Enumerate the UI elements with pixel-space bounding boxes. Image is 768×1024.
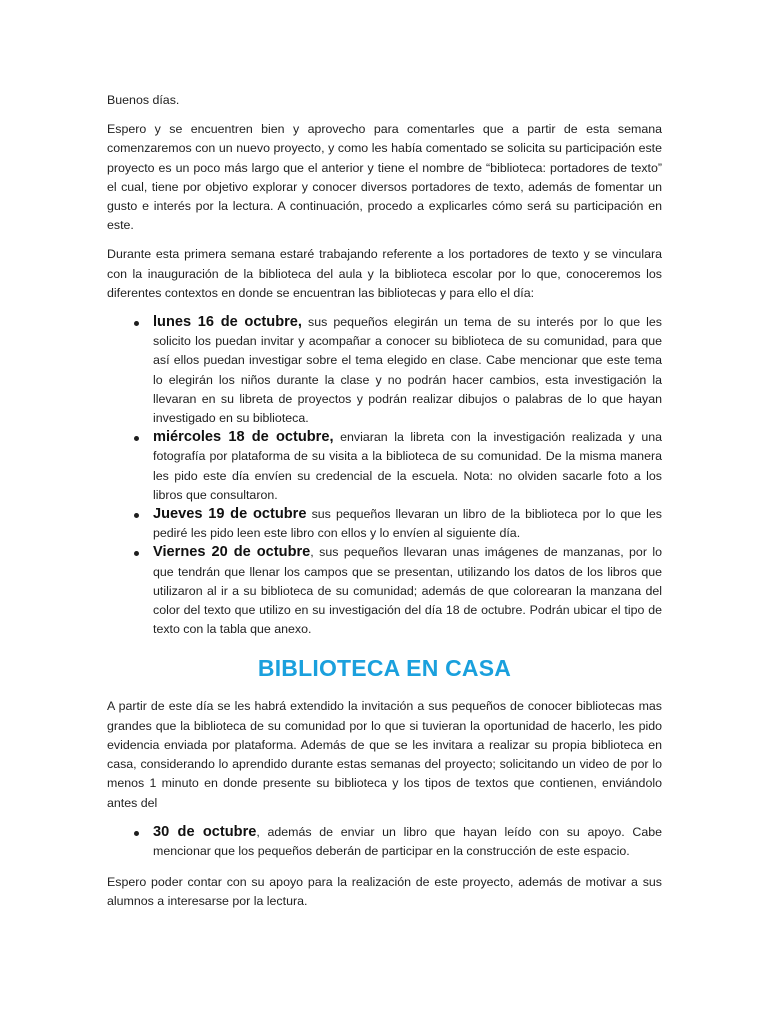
schedule-item — [107, 543, 662, 639]
schedule-item — [107, 313, 662, 428]
week-paragraph: Durante esta primera semana estaré trabajando referente a los portadores de texto y se vinculara con la inauguración de la biblioteca del aula y la biblioteca escolar por lo que, conoceremos los diferentes contextos en donde se encuentran las bibliotecas y para ello el día: — [107, 247, 662, 300]
schedule-date: Jueves 19 de octubre — [153, 506, 307, 523]
schedule-text: , sus pequeños llevaran unas imágenes de manzanas, por lo que tendrán que llenar los campos que se presentan, utilizando los datos de los libros que utilizaron al ir a su biblioteca de su comunidad; además de que colorearan la manzana del color del texto que utilizo en su investigación del día 18 de octubre. Podrán ubicar el tipo de texto con la tabla que anexo. — [153, 545, 662, 637]
greeting: Buenos días. — [107, 93, 180, 107]
home-paragraph: A partir de este día se les habrá extendido la invitación a sus pequeños de conocer bibliotecas mas grandes que la biblioteca de su comunidad por lo que si tuvieran la oportunidad de hacerlo, les pido evidencia enviada por plataforma. Además de que se les invitara a realizar su propia biblioteca en casa, considerando lo aprendido durante estas semanas del proyecto; solicitando un video de por lo menos 1 minuto en donde presente su biblioteca y los tipos de textos que contienen, enviándolo antes del — [107, 699, 662, 810]
schedule-item — [107, 428, 662, 505]
intro-paragraph: Espero y se encuentren bien y aprovecho para comentarles que a partir de esta semana comenzaremos con un nuevo proyecto, y como les había comentado se solicita su participación este proyecto es un poco más largo que el anterior y tiene el nombre de “biblioteca: portadores de texto” el cual, tiene por objetivo explorar y conocer diversos portadores de texto, además de fomentar un gusto e interés por la lectura. A continuación, procedo a explicarles cómo será su participación en este. — [107, 122, 662, 233]
section-heading: BIBLIOTECA EN CASA — [257, 655, 512, 682]
letter-body — [107, 91, 662, 922]
deadline-text: , además de enviar un libro que hayan leído con su apoyo. Cabe mencionar que los pequeños deberán de participar en la construcción de este espacio. — [153, 824, 663, 858]
schedule-item — [107, 505, 662, 543]
schedule-text: enviaran la libreta con la investigación realizada y una fotografía por plataforma de su visita a la biblioteca de su comunidad. De la misma manera les pido este día envíen su credencial de la escuela. Nota: no olviden sacarle foto a los libros que consultaron. — [153, 430, 662, 502]
schedule-date: lunes 16 de octubre, — [153, 314, 302, 331]
deadline-list — [107, 823, 662, 861]
deadline-item — [107, 823, 662, 861]
closing-paragraph: Espero poder contar con su apoyo para la realización de este proyecto, además de motivar a sus alumnos a interesarse por la lectura. — [107, 875, 662, 909]
schedule-text: sus pequeños llevaran un libro de la biblioteca por lo que les pediré les pido leen este libro con ellos y lo envíen al siguiente día. — [153, 507, 662, 541]
schedule-date: Viernes 20 de octubre — [153, 544, 311, 561]
deadline-date: 30 de octubre — [153, 823, 257, 840]
schedule-date: miércoles 18 de octubre, — [153, 429, 334, 446]
schedule-text: sus pequeños elegirán un tema de su interés por lo que les solicito los puedan invitar y acompañar a conocer su biblioteca de su comunidad, para que así ellos puedan investigar sobre el tema elegido en clase. Cabe mencionar que este tema lo elegirán los niños durante la clase y no podrán hacer cambios, esta investigación la llevaran en su libreta de proyectos y podrán realizar dibujos o palabras de lo que hayan investigado en su biblioteca. — [153, 315, 662, 426]
schedule-list — [107, 313, 662, 639]
